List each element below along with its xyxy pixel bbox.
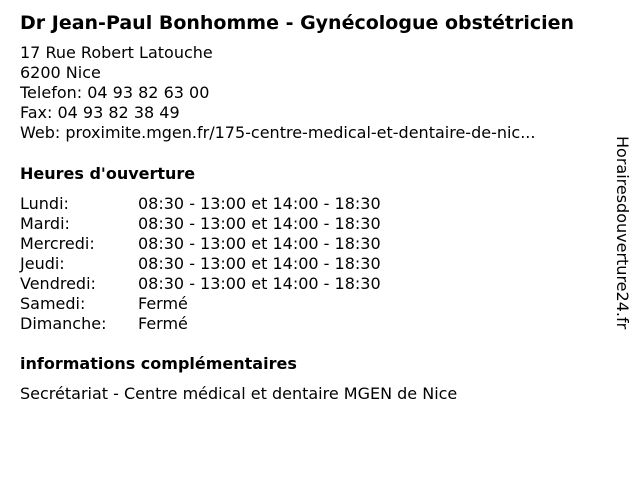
city: 6200 Nice	[20, 63, 101, 82]
day-label: Vendredi:	[20, 274, 96, 293]
hours-value: Fermé	[138, 314, 188, 333]
hours-value: Fermé	[138, 294, 188, 313]
page-title: Dr Jean-Paul Bonhomme - Gynécologue obstétricien	[20, 12, 575, 34]
hours-value: 08:30 - 13:00 et 14:00 - 18:30	[138, 254, 381, 273]
hours-value: 08:30 - 13:00 et 14:00 - 18:30	[138, 234, 381, 253]
hours-value: 08:30 - 13:00 et 14:00 - 18:30	[138, 194, 381, 213]
street-address: 17 Rue Robert Latouche	[20, 43, 213, 62]
day-label: Jeudi:	[20, 254, 65, 273]
day-label: Samedi:	[20, 294, 86, 313]
opening-hours-heading: Heures d'ouverture	[20, 164, 196, 183]
additional-info-text: Secrétariat - Centre médical et dentaire MGEN de Nice	[20, 384, 458, 403]
hours-value: 08:30 - 13:00 et 14:00 - 18:30	[138, 274, 381, 293]
address-block	[20, 43, 535, 143]
day-label: Dimanche:	[20, 314, 107, 333]
hours-value: 08:30 - 13:00 et 14:00 - 18:30	[138, 214, 381, 233]
additional-info-heading: informations complémentaires	[20, 354, 297, 373]
phone-number[interactable]: Telefon: 04 93 82 63 00	[20, 83, 210, 102]
site-watermark: Horairesdouverture24.fr	[613, 136, 632, 330]
day-label: Mardi:	[20, 214, 70, 233]
day-label: Mercredi:	[20, 234, 95, 253]
day-label: Lundi:	[20, 194, 69, 213]
fax-number: Fax: 04 93 82 38 49	[20, 103, 180, 122]
website-link[interactable]: Web: proximite.mgen.fr/175-centre-medical-et-dentaire-de-nic...	[20, 123, 536, 142]
